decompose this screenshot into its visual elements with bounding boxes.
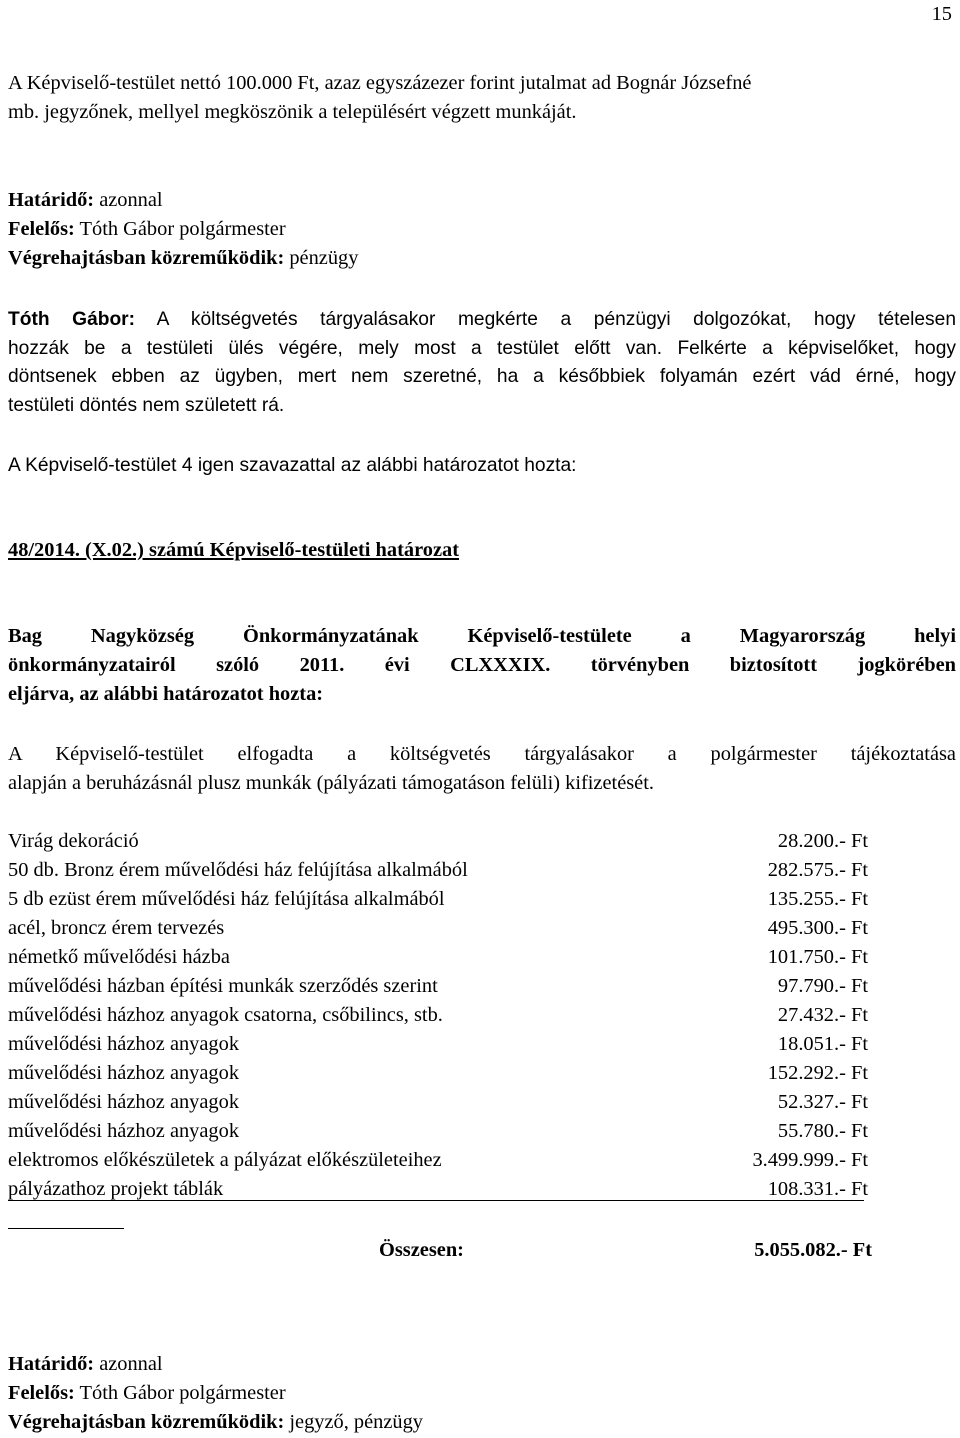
speaker-name: Tóth Gábor: (8, 309, 136, 330)
responsible-label: Felelős: (8, 1382, 75, 1404)
deadline-value: azonnal (94, 1353, 163, 1375)
responsible-line (8, 215, 286, 244)
item-label: művelődési házhoz anyagok (8, 1033, 240, 1055)
cooperation-line-2 (8, 1408, 423, 1437)
responsible-value: Tóth Gábor polgármester (74, 218, 286, 240)
deadline-value: azonnal (94, 189, 163, 211)
intro-line-1: A Képviselő-testület nettó 100.000 Ft, azaz egyszázezer forint jutalmat ad Bognár Józsefné (8, 72, 752, 94)
item-label: művelődési házhoz anyagok csatorna, csőbilincs, stb. (8, 1004, 443, 1026)
list-item (8, 1001, 868, 1030)
item-amount: 108.331.- Ft (767, 1178, 868, 1200)
speech-line-2: hozzák be a testületi ülés végére, mely most a testület előtt van. Felkérte a képviselőket, hogy (8, 338, 956, 359)
deadline-label: Határidő: (8, 189, 95, 211)
deadline-label: Határidő: (8, 1353, 95, 1375)
responsible-value: Tóth Gábor polgármester (74, 1382, 286, 1404)
item-amount: 18.051.- Ft (777, 1033, 868, 1055)
total-label: Összesen: (379, 1239, 464, 1261)
item-label: Virág dekoráció (8, 830, 139, 852)
list-item (8, 914, 868, 943)
deadline-line-2 (8, 1350, 163, 1379)
vote-text: A Képviselő-testület 4 igen szavazattal az alábbi határozatot hozta: (8, 455, 577, 476)
speech-line-1 (8, 305, 956, 334)
item-label: művelődési házban építési munkák szerződés szerint (8, 975, 438, 997)
item-amount: 495.300.- Ft (767, 917, 868, 939)
list-item (8, 827, 868, 856)
item-label: pályázathoz projekt táblák (8, 1178, 224, 1200)
list-item (8, 1088, 868, 1117)
item-label: művelődési házhoz anyagok (8, 1062, 240, 1084)
cooperation-label: Végrehajtásban közreműködik: (8, 247, 285, 269)
item-label: 50 db. Bronz érem művelődési ház felújítása alkalmából (8, 859, 468, 881)
item-label: művelődési házhoz anyagok (8, 1120, 240, 1142)
intro-line-2: mb. jegyzőnek, mellyel megköszönik a településért végzett munkáját. (8, 101, 577, 123)
item-amount: 3.499.999.- Ft (752, 1149, 868, 1171)
item-amount: 282.575.- Ft (767, 859, 868, 881)
item-amount: 97.790.- Ft (777, 975, 868, 997)
item-amount: 27.432.- Ft (777, 1004, 868, 1026)
decision-line-1: A Képviselő-testület elfogadta a költségvetés tárgyalásakor a polgármester tájékoztatása (8, 743, 956, 765)
list-item (8, 1030, 868, 1059)
preamble-line-3: eljárva, az alábbi határozatot hozta: (8, 683, 324, 705)
deadline-line (8, 186, 163, 215)
resolution-title: 48/2014. (X.02.) számú Képviselő-testületi határozat (8, 539, 459, 561)
preamble-line-1: Bag Nagyközség Önkormányzatának Képviselő-testülete a Magyarország helyi (8, 625, 956, 647)
total-amount: 5.055.082.- Ft (754, 1239, 872, 1261)
item-label: németkő művelődési házba (8, 946, 230, 968)
item-amount: 52.327.- Ft (777, 1091, 868, 1113)
list-item (8, 972, 868, 1001)
item-label: 5 db ezüst érem művelődési ház felújítása alkalmából (8, 888, 445, 910)
list-item (8, 1146, 868, 1175)
list-item (8, 1117, 868, 1146)
responsible-line-2 (8, 1379, 286, 1408)
cooperation-value: pénzügy (284, 247, 359, 269)
item-label: elektromos előkészületek a pályázat előkészületeihez (8, 1149, 442, 1171)
cooperation-value: jegyző, pénzügy (284, 1411, 423, 1433)
item-amount: 28.200.- Ft (777, 830, 868, 852)
cooperation-line (8, 244, 358, 273)
speech-text-1: A költségvetés tárgyalásakor megkérte a pénzügyi dolgozókat, hogy tételesen (135, 309, 956, 330)
page-number: 15 (931, 3, 952, 25)
list-item (8, 1059, 868, 1088)
item-amount: 152.292.- Ft (767, 1062, 868, 1084)
separator-line (8, 1228, 124, 1229)
cooperation-label: Végrehajtásban közreműködik: (8, 1411, 285, 1433)
speech-line-4: testületi döntés nem született rá. (8, 395, 285, 416)
responsible-label: Felelős: (8, 218, 75, 240)
preamble-line-2: önkormányzatairól szóló 2011. évi CLXXXIX. törvényben biztosított jogkörében (8, 654, 956, 676)
item-amount: 101.750.- Ft (767, 946, 868, 968)
list-underline (8, 1200, 864, 1201)
list-item (8, 943, 868, 972)
speech-line-3: döntsenek ebben az ügyben, mert nem szeretné, ha a későbbiek folyamán ezért vád érné, hogy (8, 366, 956, 387)
list-item (8, 856, 868, 885)
item-amount: 55.780.- Ft (777, 1120, 868, 1142)
list-item (8, 885, 868, 914)
item-label: acél, broncz érem tervezés (8, 917, 225, 939)
item-amount: 135.255.- Ft (767, 888, 868, 910)
item-label: művelődési házhoz anyagok (8, 1091, 240, 1113)
decision-line-2: alapján a beruházásnál plusz munkák (pályázati támogatáson felüli) kifizetését. (8, 772, 654, 794)
